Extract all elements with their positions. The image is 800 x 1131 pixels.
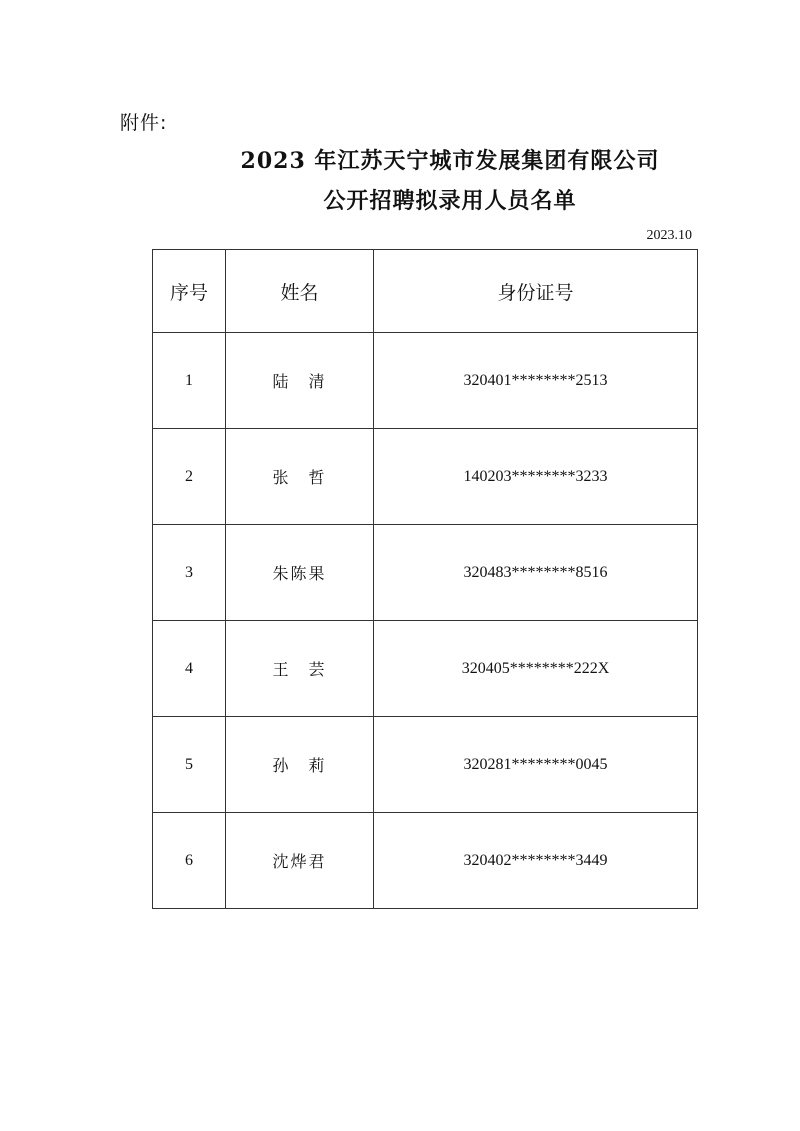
row-name: 孙 莉 [226,717,374,813]
row-name: 陆 清 [226,333,374,429]
row-number: 6 [153,813,226,909]
row-id-number: 140203********3233 [374,429,698,525]
table-row [153,333,698,429]
row-name: 张 哲 [226,429,374,525]
document-title-line-1: 2023 年江苏天宁城市发展集团有限公司 [240,148,660,174]
table-row [153,429,698,525]
row-id-number: 320401********2513 [374,333,698,429]
attachment-label: 附件: [120,112,168,134]
row-number: 4 [153,621,226,717]
document-title-line-2: 公开招聘拟录用人员名单 [323,188,577,214]
row-number: 2 [153,429,226,525]
table-row [153,525,698,621]
table-header-row [153,250,698,333]
row-name: 沈烨君 [226,813,374,909]
column-header-name: 姓名 [226,250,374,333]
column-header-id: 身份证号 [374,250,698,333]
row-number: 5 [153,717,226,813]
document-date: 2023.10 [646,228,692,243]
row-id-number: 320405********222X [374,621,698,717]
table-row [153,717,698,813]
row-id-number: 320483********8516 [374,525,698,621]
table-row [153,621,698,717]
row-id-number: 320281********0045 [374,717,698,813]
row-name: 朱陈果 [226,525,374,621]
table-row [153,813,698,909]
hiring-roster-table [152,249,698,909]
row-number: 3 [153,525,226,621]
column-header-number: 序号 [153,250,226,333]
row-name: 王 芸 [226,621,374,717]
row-id-number: 320402********3449 [374,813,698,909]
row-number: 1 [153,333,226,429]
